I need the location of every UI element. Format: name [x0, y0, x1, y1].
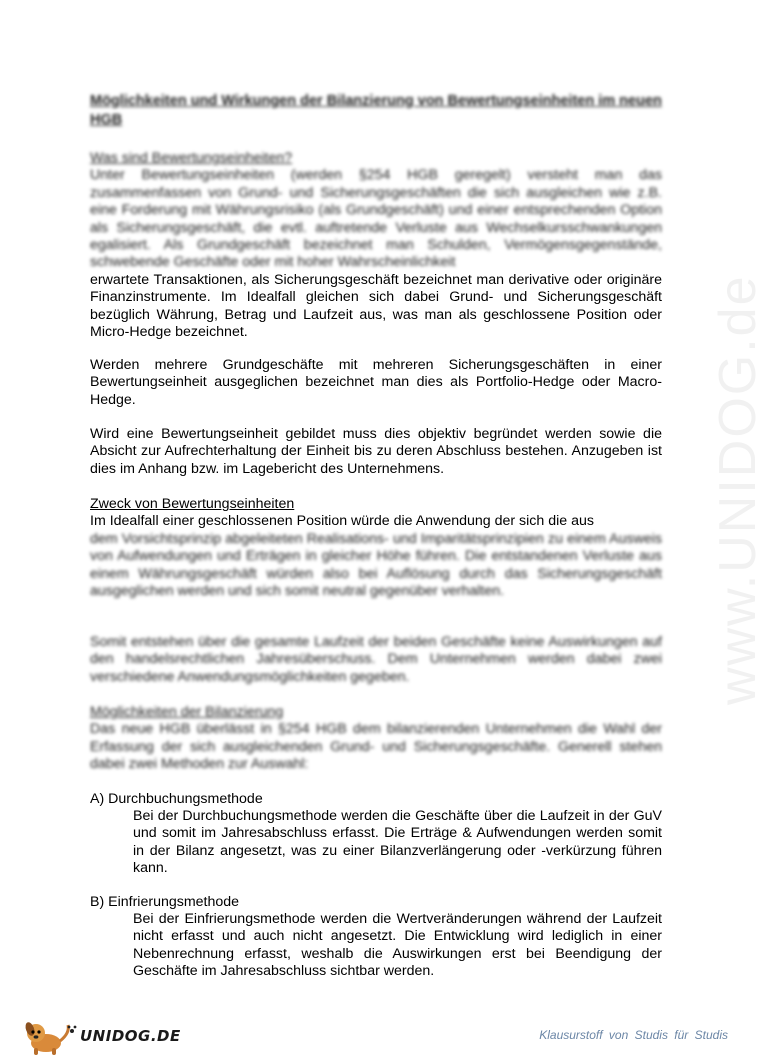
- paragraph-text: Im Idealfall einer geschlossenen Position würde die Anwendung der sich die aus: [90, 513, 594, 530]
- logo-wordmark: UNIDOG.DE: [80, 1027, 181, 1045]
- method-a-body: Bei der Durchbuchungsmethode werden die Geschäfte über die Laufzeit in der GuV und somit im Jahresabschluss erfasst. Die Erträge & Aufwendungen werden somit in der Bilanz angesetzt, was zu einer Bilanzverlängerung oder -verkürzung führen kann.: [133, 808, 662, 877]
- method-b-label: B) Einfrierungsmethode: [90, 894, 240, 910]
- section-accounting-options: [90, 704, 662, 774]
- blurred-paragraph-result: Somit entstehen über die gesamte Laufzeit der beiden Geschäfte keine Auswirkungen auf den handelsrechtlichen Jahresüberschuss. Dem Unternehmen werden dabei zwei verschiedene Anwendungsmöglichkeiten gegeben.: [90, 634, 662, 685]
- section-heading: Zweck von Bewertungseinheiten: [90, 496, 295, 512]
- section-what-are-valuation-units: [90, 150, 662, 341]
- document-title: Möglichkeiten und Wirkungen der Bilanzierung von Bewertungseinheiten im neuen HGB: [90, 93, 662, 128]
- section-heading: Möglichkeiten der Bilanzierung: [90, 704, 284, 720]
- blurred-paragraph: Das neue HGB überlässt in §254 HGB dem bilanzierenden Unternehmen die Wahl der Erfassung der sich ausgleichenden Grund- und Sicherungsgeschäfte. Generell stehen dabei zwei Methoden zur Auswahl:: [90, 721, 662, 773]
- blurred-paragraph: Unter Bewertungseinheiten (werden §254 HGB geregelt) versteht man das zusammenfassen von Grund- und Sicherungsgeschäften die sich ausgleichen wie z.B. eine Forderung mit Währungsrisiko (als Grundgeschäft) und einer entsprechenden Option als Sicherungsgeschäft, die evtl. auftretende Verluste aus Wechselkursschwankungen egalisiert. Als Grundgeschäft bezeichnet man Schulden, Vermögensgegenstände, schwebende Geschäfte oder mit hoher Wahrscheinlichkeit: [90, 167, 662, 271]
- blurred-paragraph: dem Vorsichtsprinzip abgeleiteten Realisations- und Imparitätsprinzipien zu einem Ausweis von Aufwendungen und Erträgen in gleicher Höhe führen. Die entstandenen Verluste aus einem Währungsgeschäft würden also bei Auflösung durch das Sicherungsgeschäft ausgeglichen werden und sich somit neutral gegenüber verhalten.: [90, 530, 662, 600]
- footer-tagline: Klausurstoff von Studis für Studis: [539, 1028, 728, 1042]
- section-heading: Was sind Bewertungseinheiten?: [90, 150, 293, 166]
- method-b-body: Bei der Einfrierungsmethode werden die Wertveränderungen während der Laufzeit nicht erfasst und auch nicht angesetzt. Die Entwicklung wird lediglich in einer Nebenrechnung erfasst, weshalb die Auswirkungen erst bei Beendigung der Geschäfte im Jahresabschluss sichtbar werden.: [133, 911, 662, 980]
- watermark-text: www.UNIDOG.de: [709, 274, 767, 705]
- paragraph-portfolio-hedge: Werden mehrere Grundgeschäfte mit mehreren Sicherungsgeschäften in einer Bewertungseinheit ausgeglichen bezeichnet man dies als Portfolio-Hedge oder Macro-Hedge.: [90, 357, 662, 408]
- paragraph-justification: Wird eine Bewertungseinheit gebildet muss dies objektiv begründet werden sowie die Absicht zur Aufrechterhaltung der Einheit bis zu deren Abschluss bestehen. Anzugeben ist dies im Anhang bzw. im Lagebericht des Unternehmens.: [90, 426, 662, 477]
- unidog-logo: [22, 1017, 181, 1057]
- dog-mascot-icon: [22, 1017, 78, 1057]
- section-purpose: [90, 496, 662, 600]
- method-a-label: A) Durchbuchungsmethode: [90, 791, 263, 807]
- paragraph-text: erwartete Transaktionen, als Sicherungsgeschäft bezeichnet man derivative oder originäre Finanzinstrumente. Im Idealfall gleichen sich dabei Grund- und Sicherungsgeschäft bezüglich Währung, Betrag und Laufzeit aus, was man als geschlossene Position oder Micro-Hedge bezeichnet.: [90, 271, 662, 341]
